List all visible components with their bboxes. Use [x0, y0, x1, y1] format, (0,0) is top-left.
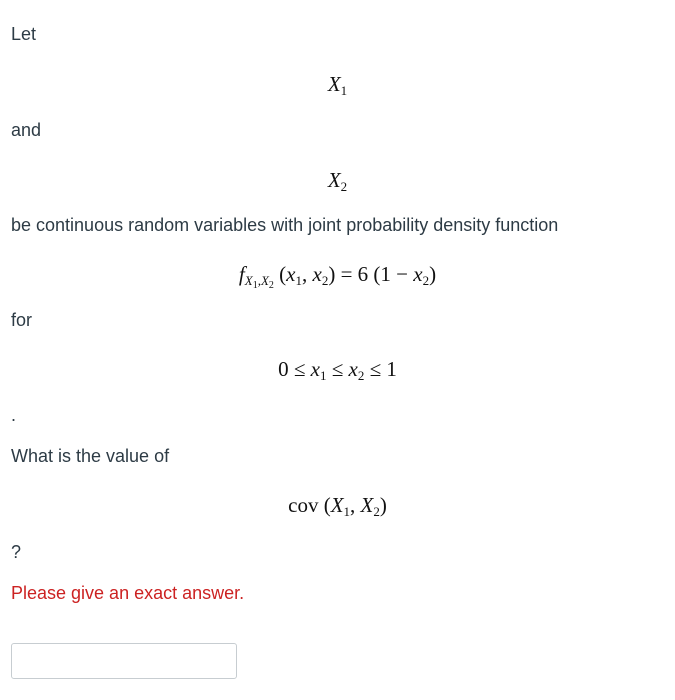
question-mark-text: ?: [11, 542, 22, 562]
period-text: .: [11, 405, 17, 425]
math-joint-pdf: $f_{X_1,X_2}$ ($x_1$, $x_2) = 6$ $(1 - x_2)$: [238, 262, 437, 291]
math-domain: $0 \le x_1 \le x_2 \le 1$: [278, 357, 397, 383]
connector-text: and: [11, 120, 42, 140]
for-text: for: [11, 310, 33, 330]
answer-input[interactable]: [11, 643, 237, 679]
math-covariance: cov ($X_1$, $X_2$): [288, 493, 387, 519]
math-var-x2: $X_2$: [327, 168, 348, 194]
instruction-text: Please give an exact answer.: [11, 583, 245, 603]
intro-text: Let: [11, 24, 37, 44]
math-var-x1: $X_1$: [327, 72, 348, 98]
ask-text: What is the value of: [11, 446, 170, 466]
description-text: be continuous random variables with joint probability density function: [11, 215, 559, 235]
